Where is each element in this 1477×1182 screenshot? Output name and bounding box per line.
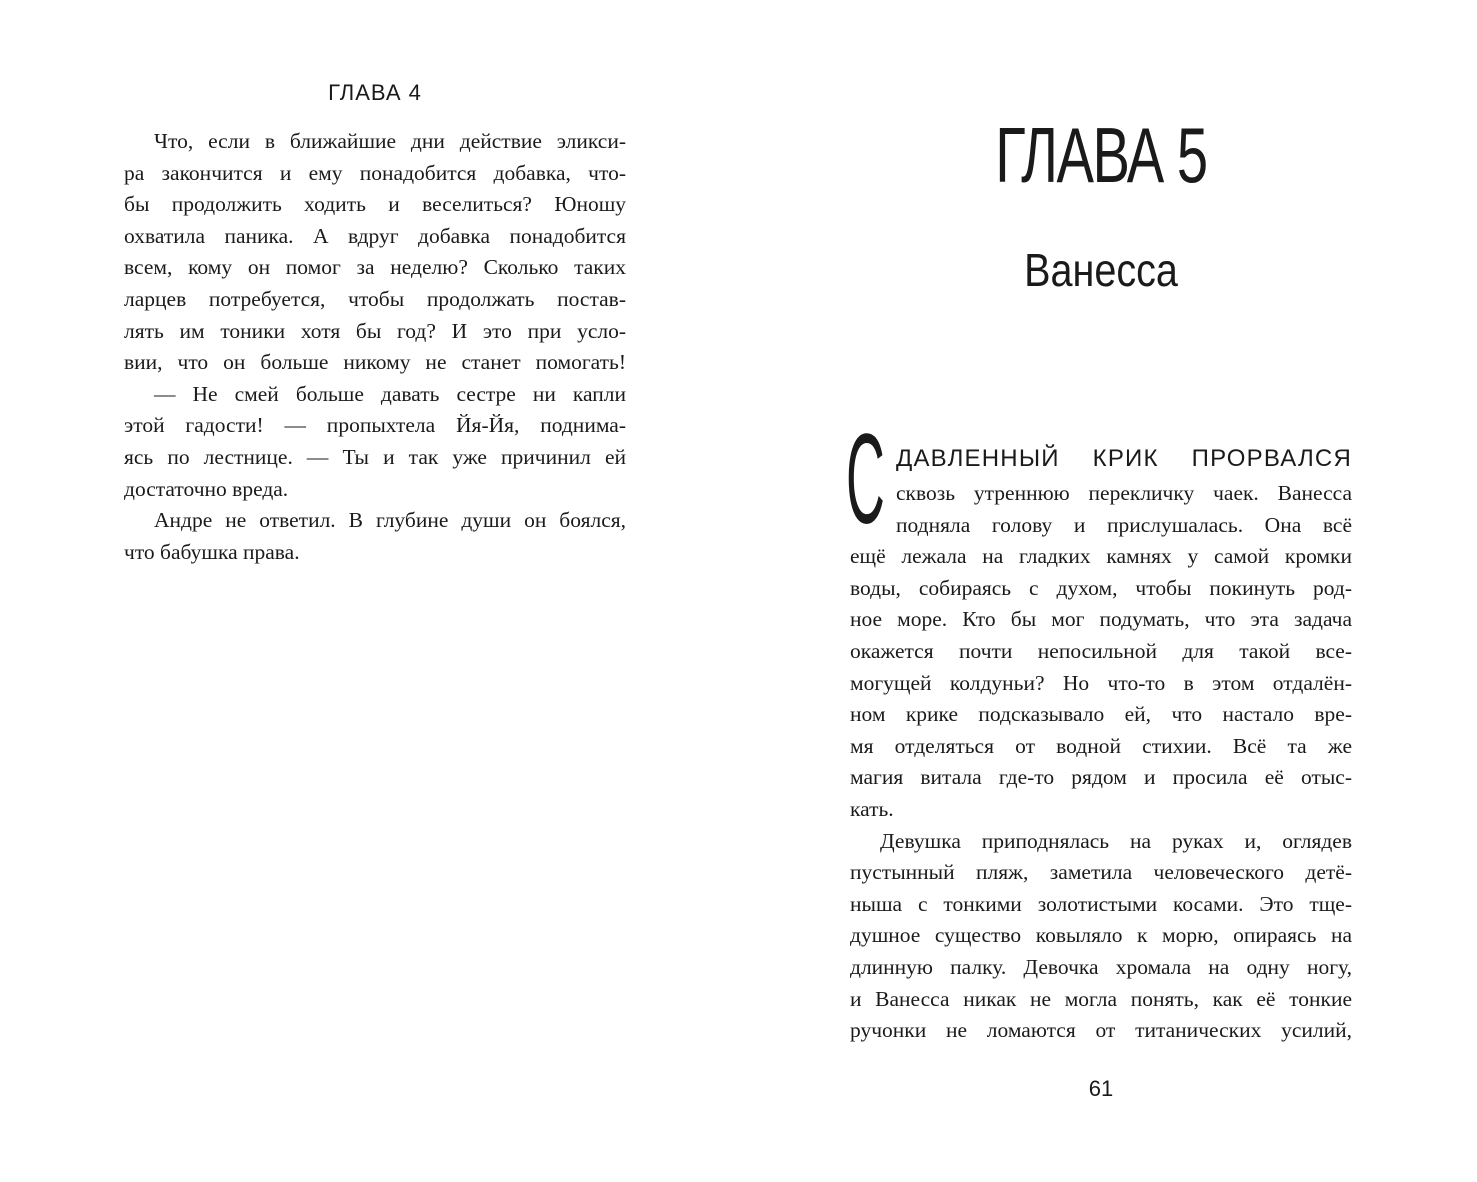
text-line: — Не смей больше давать сестре ни капли <box>154 381 626 406</box>
text-line: ныша с тонкими золотистыми косами. Это тще- <box>850 891 1352 916</box>
chapter-subtitle: Ванесса <box>1024 244 1178 296</box>
text-line: ещё лежала на гладких камнях у самой кромки <box>850 544 1352 569</box>
text-line: окажется почти непосильной для такой все- <box>850 638 1352 663</box>
text-line: сквозь утреннюю перекличку чаек. Ванесса <box>896 481 1352 505</box>
text-line: Андре не ответил. В глубине души он боялся, <box>154 508 626 533</box>
text-line: воды, собираясь с духом, чтобы покинуть род- <box>850 575 1352 600</box>
left-body-text <box>124 126 626 568</box>
text-line: мя отделяться от водной стихии. Всё та же <box>850 733 1352 758</box>
text-line: длинную палку. Девочка хромала на одну ногу, <box>850 954 1352 979</box>
right-body-text <box>850 478 1352 1047</box>
page-number: 61 <box>1088 1076 1114 1101</box>
text-line: этой гадости! — пропыхтела Йя-Йя, поднима- <box>124 413 626 438</box>
lead-in-text: ДАВЛЕННЫЙ КРИК ПРОРВАЛСЯ <box>896 445 1352 472</box>
text-line: ра закончится и ему понадобится добавка, что- <box>124 160 626 185</box>
text-line: душное существо ковыляло к морю, опираясь на <box>850 923 1352 948</box>
drop-cap: С <box>846 408 885 551</box>
text-line: ручонки не ломаются от титанических усилий, <box>850 1018 1352 1043</box>
text-line: достаточно вреда. <box>124 476 289 501</box>
text-line: и Ванесса никак не могла понять, как её тонкие <box>850 986 1352 1011</box>
running-head: ГЛАВА 4 <box>328 80 422 105</box>
chapter-title: ГЛАВА 5 <box>995 111 1207 199</box>
text-line: магия витала где-то рядом и просила её отыс- <box>850 765 1352 790</box>
text-line: ное море. Кто бы мог подумать, что эта задача <box>850 607 1352 632</box>
text-line: подняла голову и прислушалась. Она всё <box>896 512 1352 537</box>
text-line: Девушка приподнялась на руках и, оглядев <box>880 828 1352 853</box>
text-line: бы продолжить ходить и веселиться? Юношу <box>124 192 626 217</box>
text-line: могущей колдуньи? Но что-то в этом отдалён- <box>850 670 1352 695</box>
text-line: ясь по лестнице. — Ты и так уже причинил ей <box>124 444 626 469</box>
text-line: кать. <box>850 796 894 821</box>
text-line: ном крике подсказывало ей, что настало вре- <box>850 702 1352 727</box>
text-line: всем, кому он помог за неделю? Сколько таких <box>124 255 626 280</box>
text-line: охватила паника. А вдруг добавка понадобится <box>124 223 626 248</box>
text-line: лять им тоники хотя бы год? И это при усло- <box>124 318 626 343</box>
text-line: ларцев потребуется, чтобы продолжать постав- <box>124 286 626 311</box>
text-line: что бабушка права. <box>124 539 300 564</box>
text-line: Что, если в ближайшие дни действие эликси- <box>154 129 626 153</box>
text-line: пустынный пляж, заметила человеческого детё- <box>850 860 1352 885</box>
text-line: вии, что он больше никому не станет помогать! <box>124 350 626 375</box>
